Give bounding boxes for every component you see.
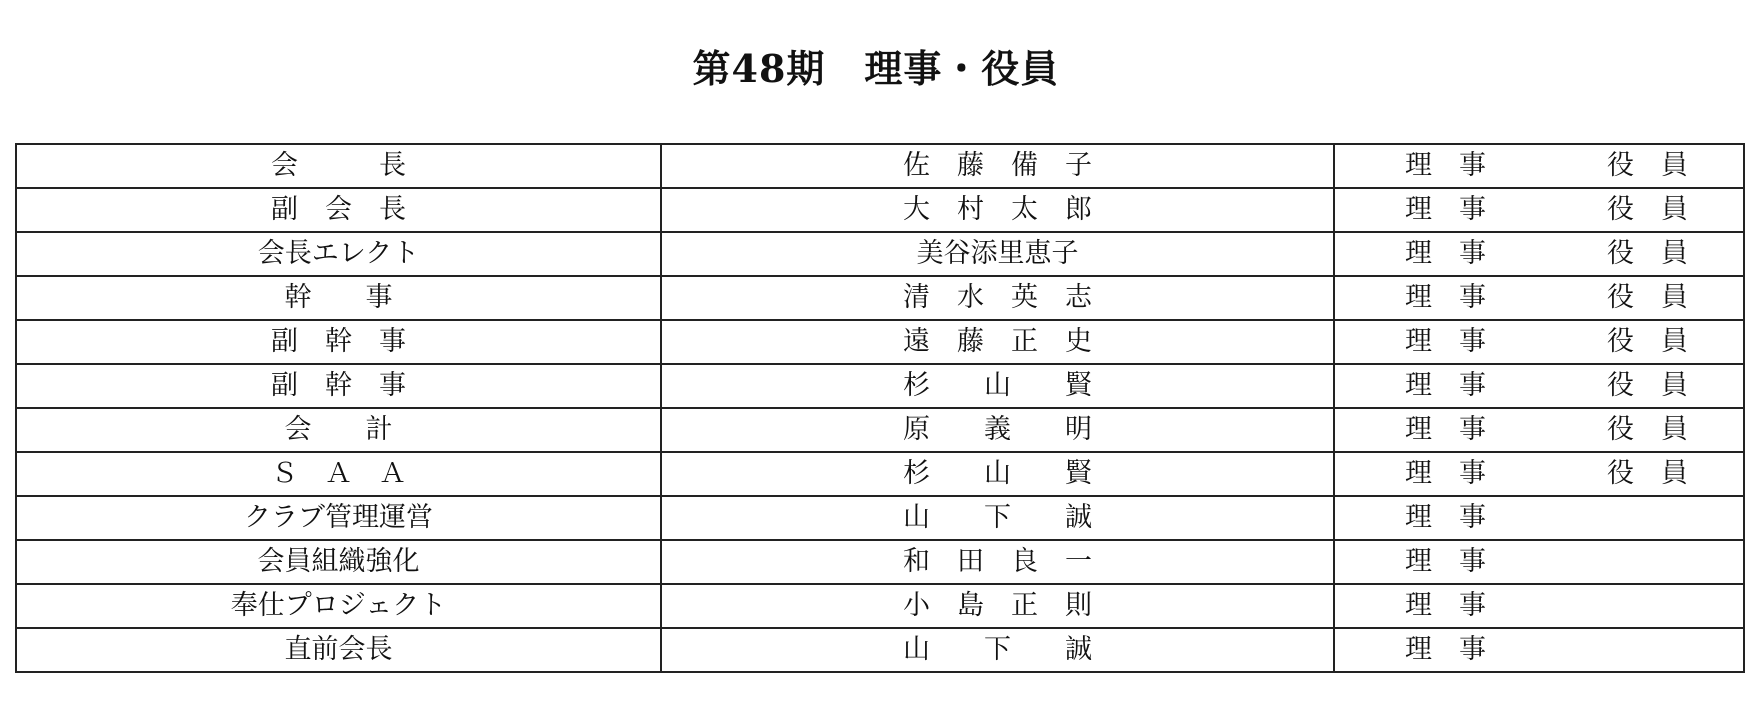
position-cell [1334,628,1744,672]
officer-label: 役 員 [1607,150,1688,181]
board-member-label: 理 事 [1405,546,1486,577]
table-row [16,276,1744,320]
position-cell [1334,188,1744,232]
role-cell: 奉仕プロジェクト [16,584,661,628]
name-cell: 佐 藤 備 子 [661,144,1334,188]
board-member-label: 理 事 [1405,326,1486,357]
name-cell: 小 島 正 則 [661,584,1334,628]
name-cell: 美谷添里恵子 [661,232,1334,276]
position-cell [1334,452,1744,496]
officers-table-body [16,144,1744,672]
officer-label: 役 員 [1607,370,1688,401]
table-row [16,628,1744,672]
table-row [16,452,1744,496]
officer-label: 役 員 [1607,238,1688,269]
position-cell [1334,364,1744,408]
officers-table [15,143,1745,673]
board-member-label: 理 事 [1405,634,1486,665]
board-member-label: 理 事 [1405,194,1486,225]
board-member-label: 理 事 [1405,282,1486,313]
role-cell: 会員組織強化 [16,540,661,584]
board-member-label: 理 事 [1405,458,1486,489]
position-cell [1334,408,1744,452]
officer-label: 役 員 [1607,458,1688,489]
role-cell: 会長エレクト [16,232,661,276]
board-member-label: 理 事 [1405,502,1486,533]
board-member-label: 理 事 [1405,238,1486,269]
page-title: 第48期 理事・役員 [692,46,1060,91]
role-cell: Ｓ Ａ Ａ [16,452,661,496]
name-cell: 杉 山 賢 [661,364,1334,408]
table-row [16,188,1744,232]
role-cell: クラブ管理運営 [16,496,661,540]
position-cell [1334,540,1744,584]
board-member-label: 理 事 [1405,590,1486,621]
name-cell: 遠 藤 正 史 [661,320,1334,364]
name-cell: 杉 山 賢 [661,452,1334,496]
table-row [16,320,1744,364]
table-row [16,584,1744,628]
board-member-label: 理 事 [1405,414,1486,445]
position-cell [1334,276,1744,320]
table-row [16,540,1744,584]
role-cell: 副 会 長 [16,188,661,232]
officer-label: 役 員 [1607,326,1688,357]
role-cell: 副 幹 事 [16,320,661,364]
officer-label: 役 員 [1607,282,1688,313]
position-cell [1334,232,1744,276]
board-member-label: 理 事 [1405,370,1486,401]
position-cell [1334,144,1744,188]
table-row [16,496,1744,540]
name-cell: 大 村 太 郎 [661,188,1334,232]
table-row [16,364,1744,408]
table-row [16,144,1744,188]
position-cell [1334,496,1744,540]
role-cell: 副 幹 事 [16,364,661,408]
board-member-label: 理 事 [1405,150,1486,181]
role-cell: 直前会長 [16,628,661,672]
name-cell: 和 田 良 一 [661,540,1334,584]
position-cell [1334,584,1744,628]
position-cell [1334,320,1744,364]
role-cell: 幹 事 [16,276,661,320]
officer-label: 役 員 [1607,414,1688,445]
name-cell: 清 水 英 志 [661,276,1334,320]
name-cell: 山 下 誠 [661,628,1334,672]
officer-label: 役 員 [1607,194,1688,225]
role-cell: 会 計 [16,408,661,452]
role-cell: 会 長 [16,144,661,188]
name-cell: 原 義 明 [661,408,1334,452]
table-row [16,232,1744,276]
table-row [16,408,1744,452]
name-cell: 山 下 誠 [661,496,1334,540]
